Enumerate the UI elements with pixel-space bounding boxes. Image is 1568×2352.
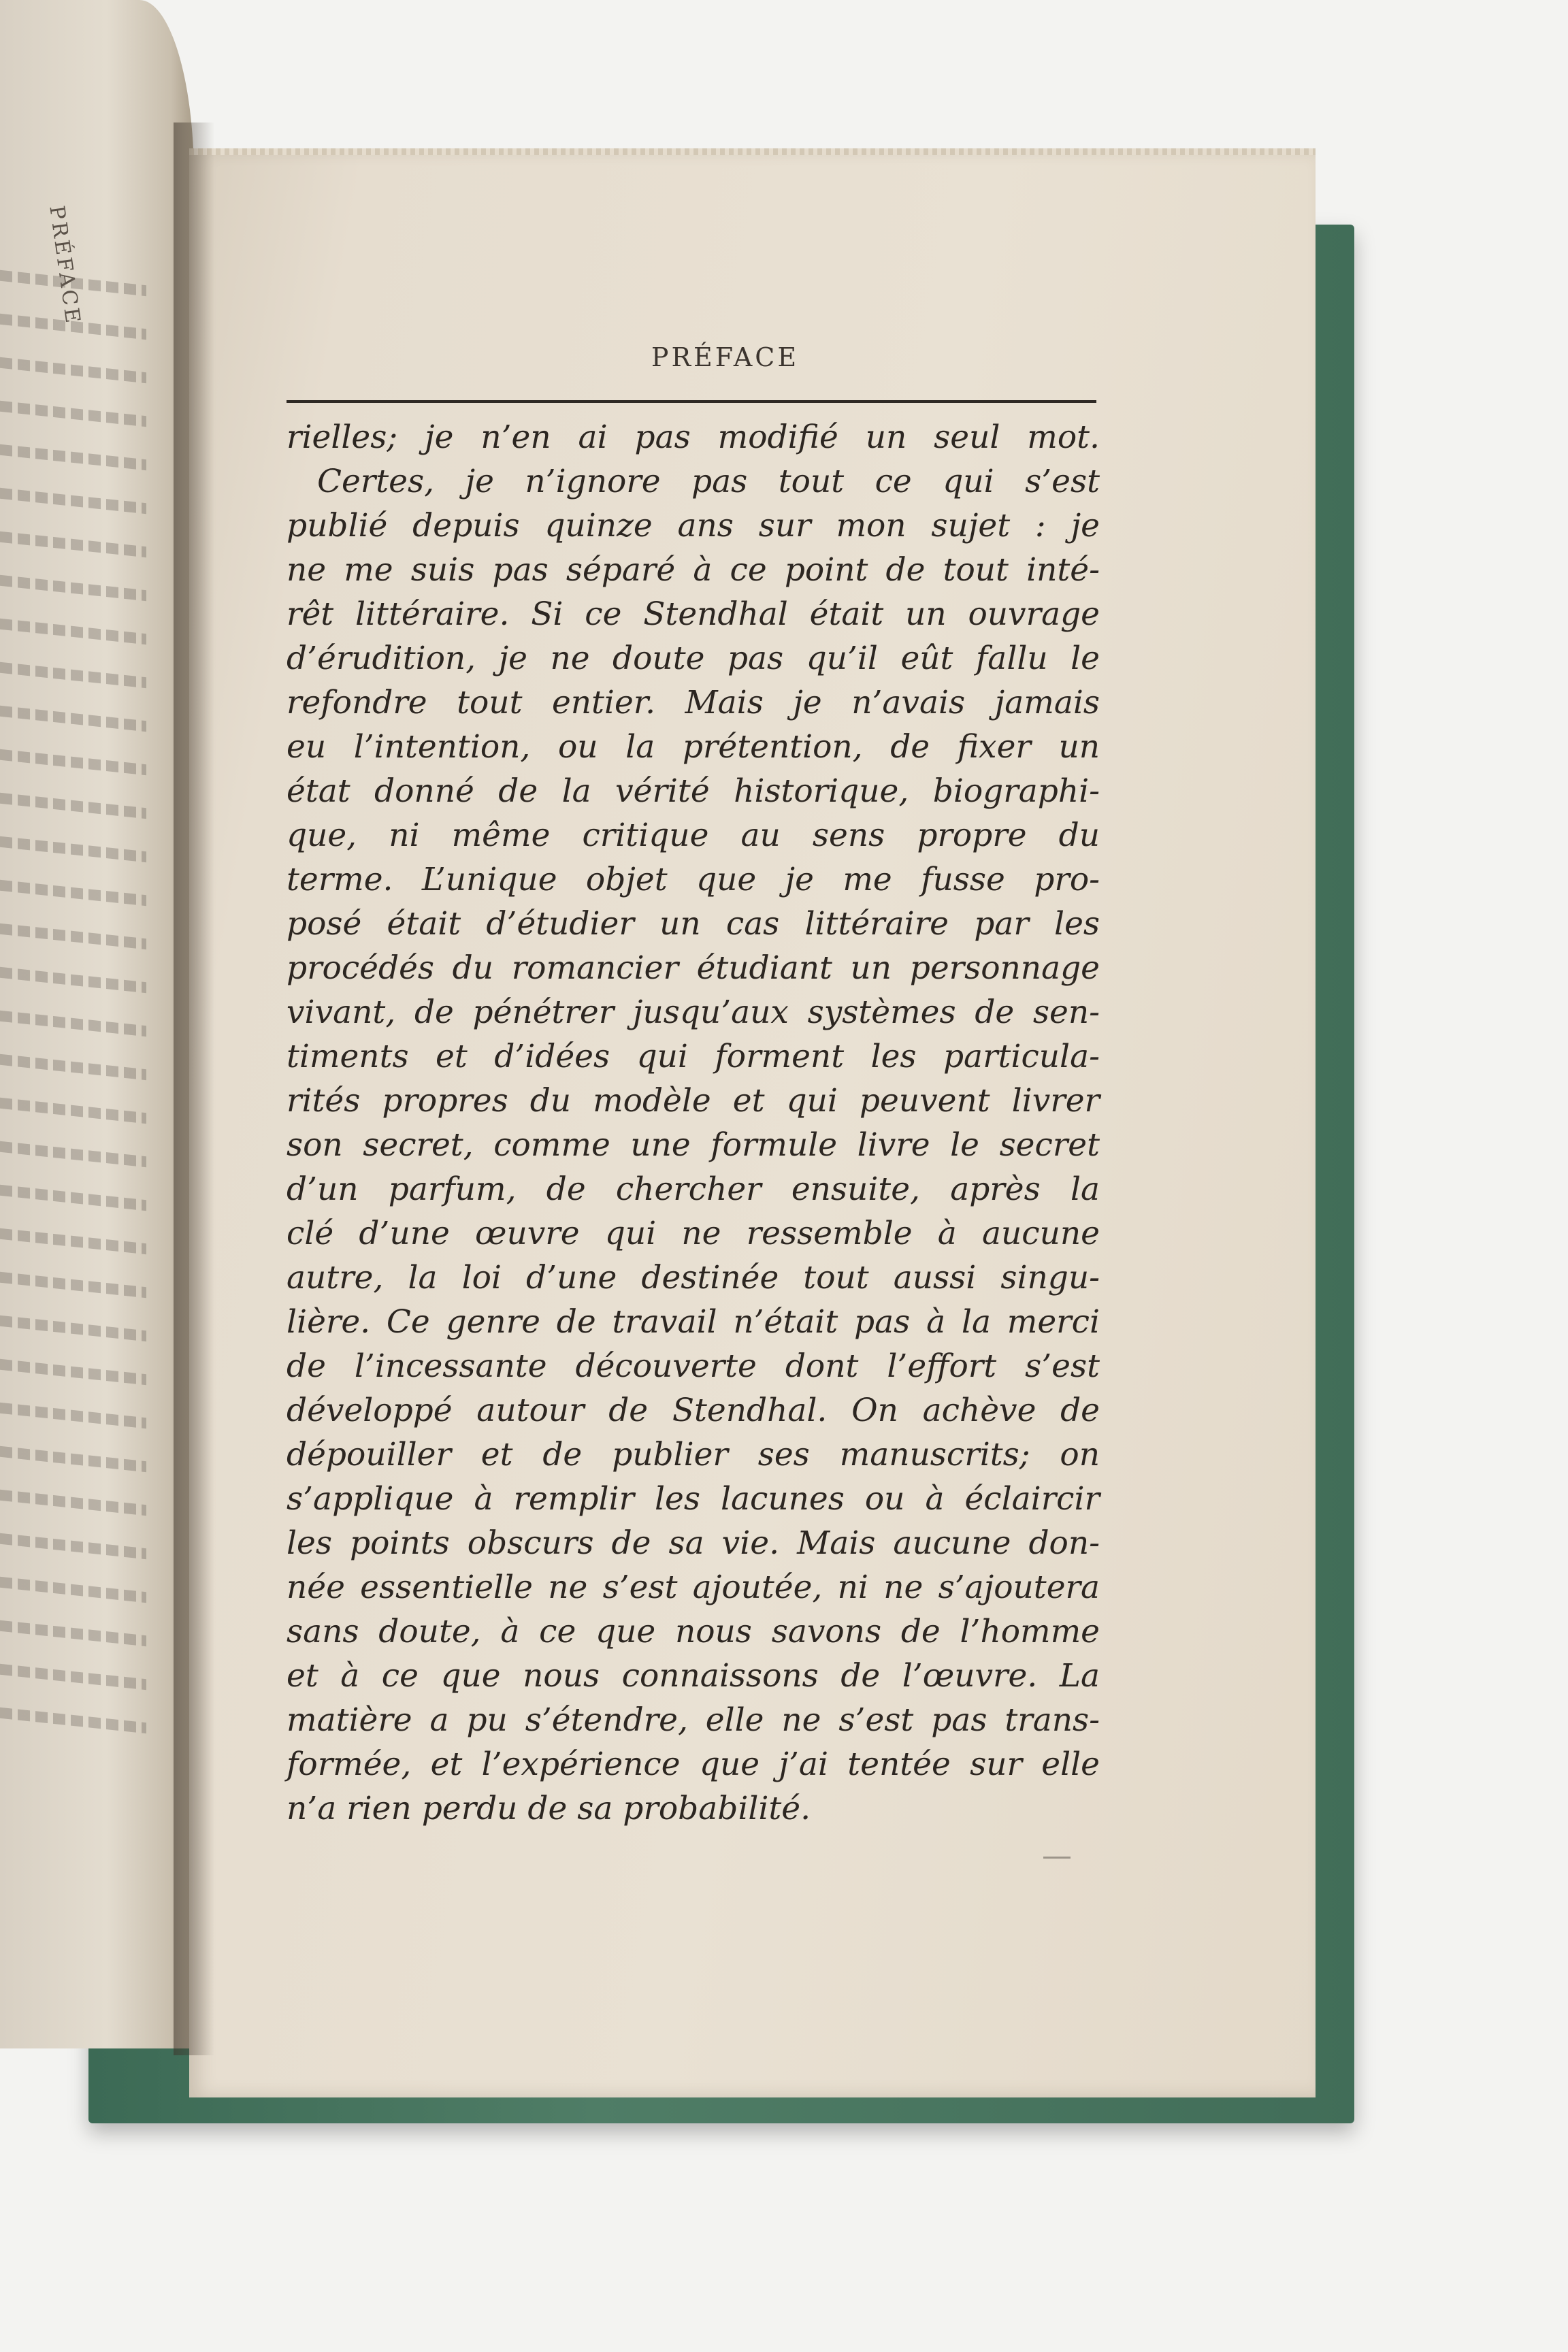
text-line: son secret, comme une formule livre le secret xyxy=(287,1126,1100,1164)
text-line: rités propres du modèle et qui peuvent livrer xyxy=(287,1082,1100,1120)
text-line: timents et d’idées qui forment les particula- xyxy=(287,1038,1100,1075)
running-head: PRÉFACE xyxy=(651,342,800,372)
text-line: publié depuis quinze ans sur mon sujet : je xyxy=(287,507,1100,544)
text-line: clé d’une œuvre qui ne ressemble à aucune xyxy=(287,1215,1100,1252)
text-line: matière a pu s’étendre, elle ne s’est pas trans- xyxy=(287,1701,1100,1739)
left-page-text-lines xyxy=(0,245,194,1726)
book-gutter-shadow xyxy=(174,122,214,2055)
text-line: ne me suis pas séparé à ce point de tout inté- xyxy=(287,551,1100,589)
text-line: terme. L’unique objet que je me fusse pro- xyxy=(287,861,1100,898)
text-line: procédés du romancier étudiant un personnage xyxy=(287,949,1100,987)
text-line: que, ni même critique au sens propre du xyxy=(287,817,1100,854)
text-line: dépouiller et de publier ses manuscrits; on xyxy=(287,1436,1100,1473)
text-line: et à ce que nous connaissons de l’œuvre. La xyxy=(287,1657,1100,1695)
text-line: rielles; je n’en ai pas modifié un seul mot. xyxy=(287,419,1100,456)
text-line: de l’incessante découverte dont l’effort s’est xyxy=(287,1348,1100,1385)
right-text-page xyxy=(189,148,1316,2097)
text-line: d’un parfum, de chercher ensuite, après la xyxy=(287,1171,1100,1208)
header-rule xyxy=(287,400,1096,403)
text-line: les points obscurs de sa vie. Mais aucune don- xyxy=(287,1524,1100,1562)
text-line: Certes, je n’ignore pas tout ce qui s’est xyxy=(317,463,1100,500)
text-line: autre, la loi d’une destinée tout aussi singu- xyxy=(287,1259,1100,1296)
text-line: vivant, de pénétrer jusqu’aux systèmes de sen- xyxy=(287,994,1100,1031)
text-line: eu l’intention, ou la prétention, de fixer un xyxy=(287,728,1100,766)
text-line: refondre tout entier. Mais je n’avais jamais xyxy=(287,684,1100,721)
ink-mark xyxy=(1043,1857,1071,1859)
page-body-text xyxy=(287,415,1100,1831)
text-line: sans doute, à ce que nous savons de l’homme xyxy=(287,1613,1100,1650)
text-line: née essentielle ne s’est ajoutée, ni ne s’ajoutera xyxy=(287,1569,1100,1606)
page-deckle-edge xyxy=(189,148,1316,155)
text-line: s’applique à remplir les lacunes ou à éclaircir xyxy=(287,1480,1100,1518)
text-line: formée, et l’expérience que j’ai tentée sur elle xyxy=(287,1746,1100,1783)
left-page-running-head: PRÉFACE xyxy=(44,204,85,327)
text-line: d’érudition, je ne doute pas qu’il eût fallu le xyxy=(287,640,1100,677)
text-line: lière. Ce genre de travail n’était pas à la merci xyxy=(287,1303,1100,1341)
text-line: état donné de la vérité historique, biographi- xyxy=(287,772,1100,810)
text-line: posé était d’étudier un cas littéraire par les xyxy=(287,905,1100,943)
text-line: développé autour de Stendhal. On achève de xyxy=(287,1392,1100,1429)
left-facing-page xyxy=(0,0,194,2048)
text-line: rêt littéraire. Si ce Stendhal était un ouvrage xyxy=(287,595,1100,633)
text-line: n’a rien perdu de sa probabilité. xyxy=(287,1790,811,1827)
